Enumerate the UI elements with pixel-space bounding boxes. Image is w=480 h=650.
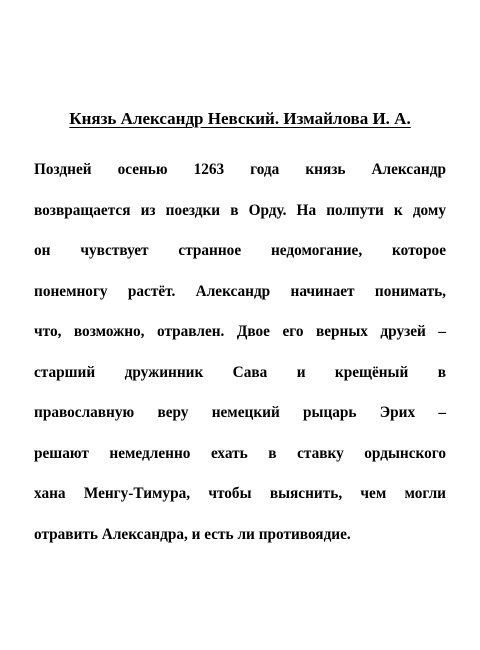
document-title: Князь Александр Невский. Измайлова И. А. [69,109,411,128]
paragraph-line: возвращается из поездки в Орду. На полпути к дому [34,201,446,219]
paragraph-line: что, возможно, отравлен. Двое его верных друзей – [34,323,446,340]
paragraph-line: понемногу растёт. Александр начинает понимать, [34,282,446,300]
document-paragraph [34,155,446,560]
paragraph-line: он чувствует странное недомогание, которое [34,242,446,259]
paragraph-line: решают немедленно ехать в ставку ордынского [34,444,446,462]
paragraph-line: православную веру немецкий рыцарь Эрих – [34,404,446,421]
paragraph-line: Поздней осенью 1263 года князь Александр [34,161,446,178]
paragraph-line: хана Менгу-Тимура, чтобы выяснить, чем могли [34,485,446,502]
paragraph-line: отравить Александра, и есть ли противоядие. [34,525,351,543]
paragraph-line: старший дружинник Сава и крещёный в [34,363,446,381]
